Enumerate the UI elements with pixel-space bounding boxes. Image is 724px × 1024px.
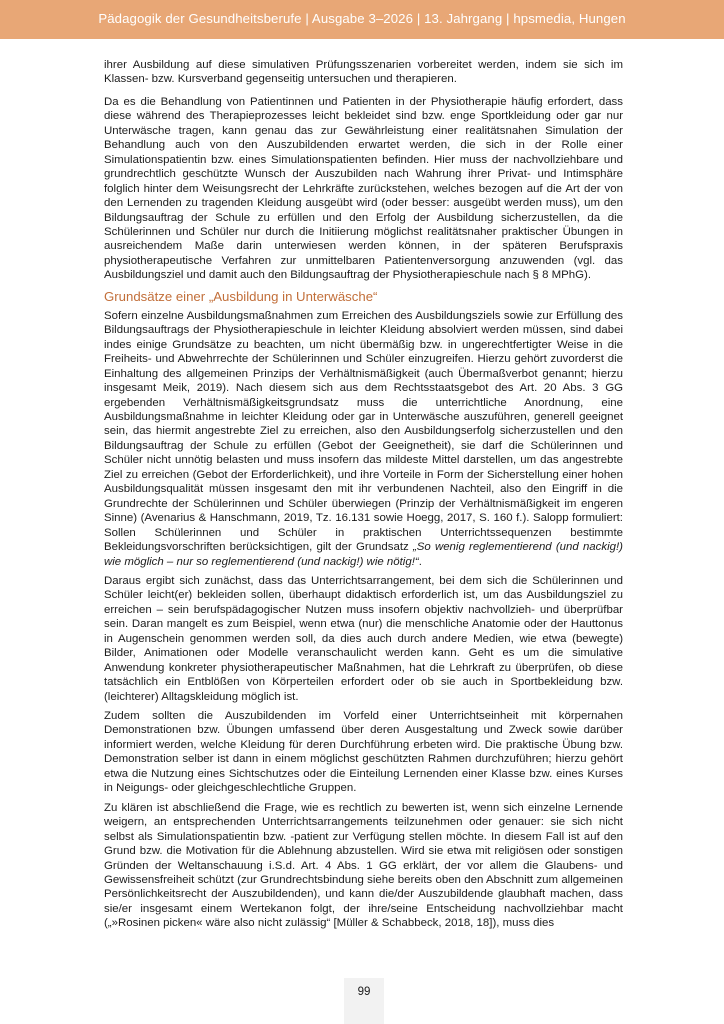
paragraph: Zudem sollten die Auszubildenden im Vorfeld einer Unterrichtseinheit mit körpernahen Demonstrationen bzw. Übungen umfassend über deren Ausgestaltung und Zweck sowie darüber informiert werden, welche Kleidung für deren Durchführung erbeten wird. Die praktische Übung bzw. Demonstration selber ist dann in einem möglichst geschützten Rahmen durchzuführen; hierzu gehört etwa die Nutzung eines Sichtschutzes oder die Einteilung Lernenden einer Klasse bzw. eines Kurses in Neigungs- oder gleichgeschlechtliche Gruppen.: [104, 710, 623, 795]
paragraph-text: Sofern einzelne Ausbildungsmaßnahmen zum Erreichen des Ausbildungsziels sowie zur Erfüllung des Bildungsauftrags der Physiotherapieschule in leichter Kleidung absolviert werden müssen, sind dabei indes einige Grundsätze zu beachten, um nicht übermäßig bzw. in ungerechtfertigter Weise in die Freiheits- und Abwehrrechte der Schülerinnen und Schüler einzugreifen. Hierzu gehört zuvorderst die Einhaltung des allgemeinen Prinzips der Verhältnismäßigkeit (auch Übermaßverbot genannt; hierzu insgesamt Meik, 2019). Nach diesem sich aus dem Rechtsstaatsgebot des Art. 20 Abs. 3 GG ergebenden Verhältnismäßigkeitsgrundsatz muss die unterrichtliche Anordnung, eine Ausbildungsmaßnahme in leichter Kleidung oder gar in Unterwäsche auszuführen, generell geeignet sein, das hiermit angestrebte Ziel zu erreichen, also den Ausbildungserfolg sicherzustellen und den Bildungsauftrag der Schule zu erfüllen (Gebot der Geeignetheit), sie darf die Schülerinnen und Schüler nicht unnötig belasten und muss insofern das mildeste Mittel darstellen, um das angestrebte Ziel zu erreichen (Gebot der Erforderlichkeit), und ihre Vorteile in Form der Sicherstellung einer hohen Ausbildungsqualität müssen insgesamt den mit ihr verbundenen Nachteil, also den Eingriff in die Grundrechte der Schülerinnen und Schüler überwiegen (Prinzip der Verhältnismäßigkeit im engeren Sinne) (Avenarius & Hanschmann, 2019, Tz. 16.131 sowie Hoegg, 2017, S. 160 f.). Salopp formuliert: Sollen Schülerinnen und Schüler in praktischen Unterrichtssequenzen bestimmte Bekleidungsvorschriften berücksichtigen, gilt der Grundsatz: [104, 309, 623, 554]
paragraph-end: .: [418, 555, 422, 568]
paragraph: Da es die Behandlung von Patientinnen und Patienten in der Physiotherapie häufig erfordert, dass diese während des Therapieprozesses leicht bekleidet sind bzw. enge Sportkleidung oder gar nur Unterwäsche tragen, kann genau das zur Gewährleistung einer realitätsnahen Simulation der Behandlung auch von den Auszubildenden erwartet werden, die sich in der Rolle einer Simulationspatientin bzw. eines Simulationspatienten befinden. Hier muss der nachvollziehbare und grundrechtlich geschützte Wunsch der Auszubilden nach Wahrung ihrer Privat- und Intimsphäre folglich hinter dem Weisungsrecht der Lehrkräfte zurückstehen, welches bezogen auf die Art der von den Lernenden zu tragenden Kleidung ausgeübt wird (oder besser: ausgeübt werden muss), um den Bildungsauftrag der Schule zu erfüllen und den Erfolg der Ausbildung sicherzustellen, da die Schülerinnen und Schüler nur durch die Initiierung möglichst realitätsnaher praktischer Übungen in ausreichendem Maße darin unterwiesen werden können, in der späteren Berufspraxis physiotherapeutische Verfahren zur unmittelbaren Patientenversorgung anzuwenden (vgl. das Ausbildungsziel und damit auch den Bildungsauftrag der Physiotherapieschule nach § 8 MPhG).: [104, 95, 623, 282]
journal-running-title: Pädagogik der Gesundheitsberufe | Ausgabe 3–2026 | 13. Jahrgang | hpsmedia, Hungen: [98, 11, 626, 26]
page-number: 99: [357, 986, 371, 998]
article-body: [104, 58, 623, 936]
section-heading: Grundsätze einer „Ausbildung in Unterwäsche“: [104, 288, 378, 304]
paragraph: Daraus ergibt sich zunächst, dass das Unterrichtsarrangement, bei dem sich die Schülerinnen und Schüler leicht(er) bekleiden sollen, überhaupt didaktisch erforderlich ist, um das Ausbildungsziel zu erreichen – sein berufspädagogischer Nutzen muss insofern objektiv nachvollzieh- und überprüfbar sein. Daran mangelt es zum Beispiel, wenn etwa (nur) die menschliche Anatomie oder der Hauttonus in Augenschein genommen werden soll, da dies auch durch andere Medien, wie etwa (bewegte) Bilder, Animationen oder Modelle veranschaulicht werden kann. Geht es um die simulative Anwendung konkreter physiotherapeutischer Maßnahmen, hat die Lehrkraft zu überprüfen, ob diese tatsächlich ein Entblößen von Körperteilen erfordert oder ob sie auch in Sportbekleidung bzw. (leichterer) Alltagskleidung möglich ist.: [104, 574, 623, 703]
emphasized-quote: „So wenig reglementierend (und nackig!) wie möglich – nur so reglementierend (und nackig!) wie nötig!“: [104, 541, 623, 568]
paragraph: ihrer Ausbildung auf diese simulativen Prüfungsszenarien vorbereitet werden, indem sie sich im Klassen- bzw. Kursverband gegenseitig untersuchen und therapieren.: [104, 59, 623, 86]
page-number-tab: [344, 978, 384, 1024]
running-header: [0, 0, 724, 39]
paragraph: Zu klären ist abschließend die Frage, wie es rechtlich zu bewerten ist, wenn sich einzelne Lernende weigern, an entsprechenden Unterrichtsarrangements teilzunehmen oder genauer: sie sich nicht selbst als Simulationspatientin bzw. -patient zur Verfügung stellen möchte. In diesem Fall ist auf den Grund bzw. die Motivation für die Ablehnung abzustellen. Wird sie etwa mit religiösen oder sonstigen Gründen der Weltanschauung i.S.d. Art. 4 Abs. 1 GG erklärt, der vor allem die Glaubens- und Gewissensfreiheit schützt (zur Grundrechtsbindung siehe bereits oben den Abschnitt zum allgemeinen Persönlichkeitsrecht der Auszubildenden), und kann die/der Auszubildende glaubhaft machen, dass sie/er insgesamt einem Wertekanon folgt, der ihre/seine Entscheidung nachvollziehbar macht („»Rosinen picken« wäre also nicht zulässig“ [Müller & Schabbeck, 2018, 18]), muss dies: [104, 801, 623, 930]
paragraph: [104, 309, 623, 569]
